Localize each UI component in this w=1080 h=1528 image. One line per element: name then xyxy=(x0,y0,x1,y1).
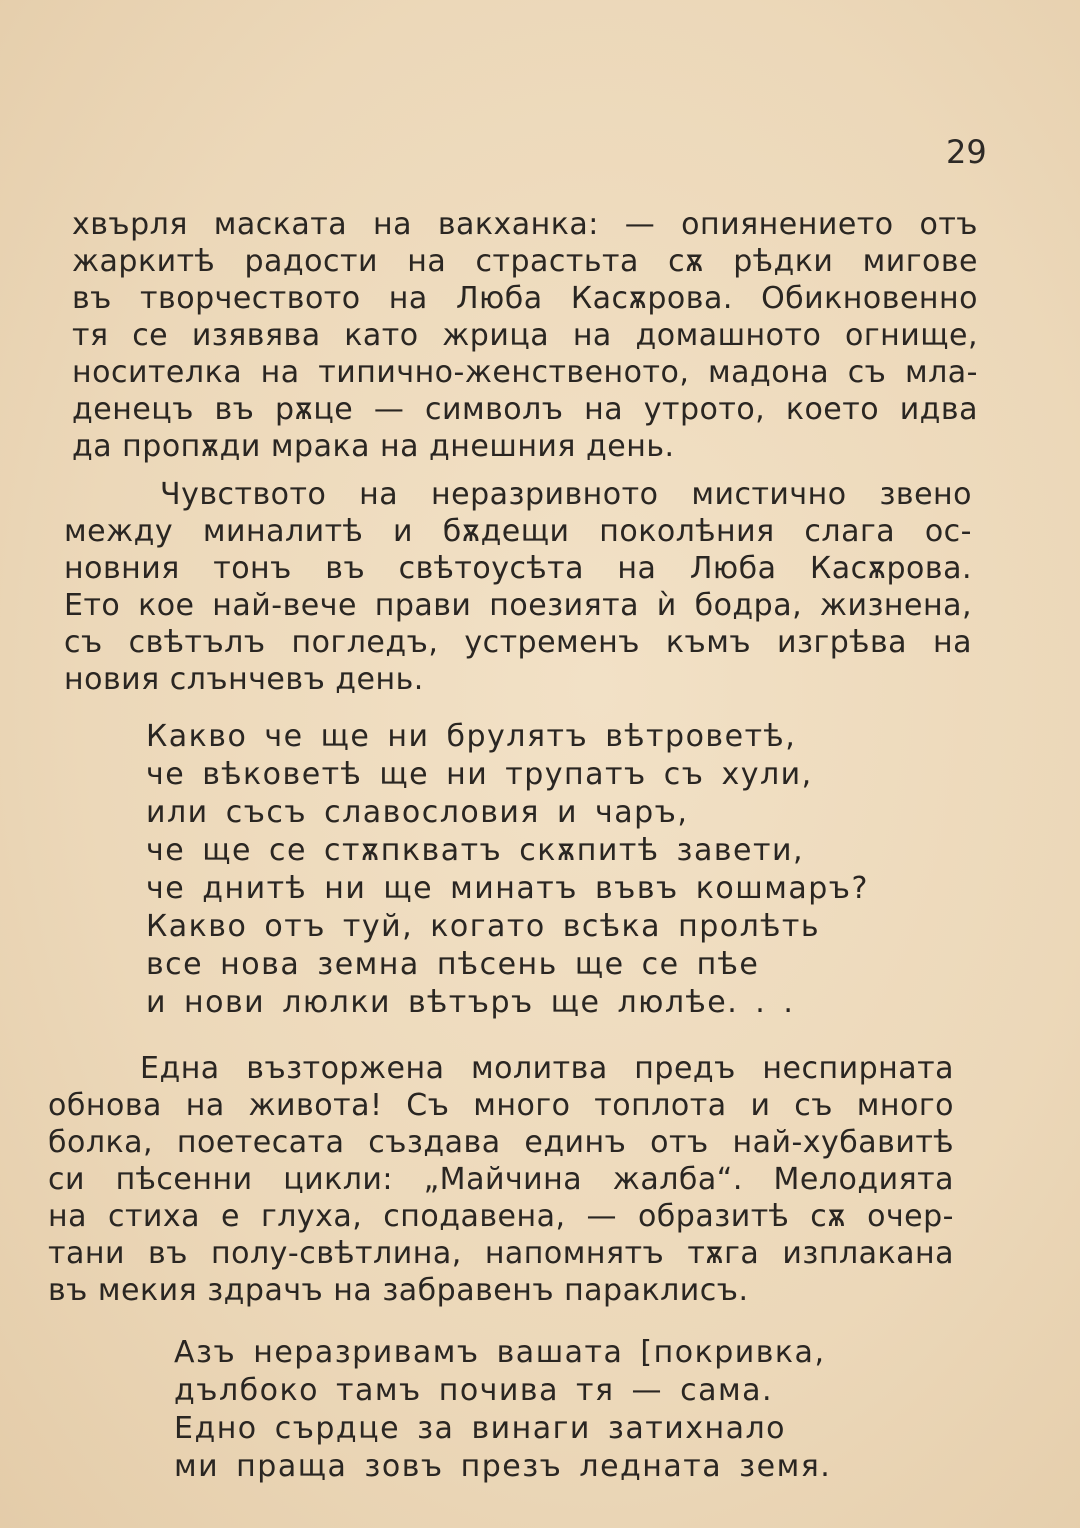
text-line: новния тонъ въ свѣтоусѣта на Люба Касѫрова. xyxy=(64,551,972,586)
text-line: тя се изявява като жрица на домашното огнище, xyxy=(72,318,978,353)
text-line: въ мекия здрачъ на забравенъ параклисъ. xyxy=(48,1273,749,1308)
text-line: съ свѣтълъ погледъ, устременъ къмъ изгрѣва на xyxy=(64,625,972,660)
paragraph-1 xyxy=(72,206,978,465)
verse-line: и нови люлки вѣтъръ ще люлѣе. . . xyxy=(146,985,795,1020)
text-line: обнова на живота! Съ много топлота и съ много xyxy=(48,1088,954,1123)
text-line: си пѣсенни цикли: „Майчина жалба“. Мелодията xyxy=(48,1162,954,1197)
verse-line: дълбоко тамъ почива тя — сама. xyxy=(174,1373,774,1408)
text-line: денецъ въ рѫце — символъ на утрото, което идва xyxy=(72,392,978,427)
page-number: 29 xyxy=(946,133,987,171)
text-line: тани въ полу-свѣтлина, напомнятъ тѫга изплакана xyxy=(48,1236,954,1271)
verse-stanza-1 xyxy=(146,718,869,1022)
verse-line: че днитѣ ни ще минатъ въвъ кошмаръ? xyxy=(146,871,869,906)
verse-line: ми праща зовъ презъ ледната земя. xyxy=(174,1449,832,1484)
text-line: новия слънчевъ день. xyxy=(64,662,424,697)
verse-line: все нова земна пѣсень ще се пѣе xyxy=(146,947,760,982)
verse-stanza-2 xyxy=(174,1334,831,1486)
text-line: Чувството на неразривното мистично звено xyxy=(160,477,972,512)
verse-line: че вѣковетѣ ще ни трупатъ съ хули, xyxy=(146,757,813,792)
text-line: болка, поетесата създава единъ отъ най-хубавитѣ xyxy=(48,1125,954,1160)
verse-line: че ще се стѫпкватъ скѫпитѣ завети, xyxy=(146,833,805,868)
text-line: Ето кое най-вече прави поезията ѝ бодра, жизнена, xyxy=(64,588,972,623)
text-line: Една възторжена молитва предъ неспирната xyxy=(140,1051,954,1086)
text-line: жаркитѣ радости на страстьта сѫ рѣдки мигове xyxy=(72,244,978,279)
text-line: хвърля маската на вакханка: — опиянението отъ xyxy=(72,207,978,242)
verse-line: Какво отъ туй, когато всѣка пролѣть xyxy=(146,909,821,944)
paragraph-2 xyxy=(64,476,972,698)
verse-line: Азъ неразривамъ вашата [покривка, xyxy=(174,1335,826,1370)
text-line: да пропѫди мрака на днешния день. xyxy=(72,429,675,464)
verse-line: Едно сърдце за винаги затихнало xyxy=(174,1411,787,1446)
text-line: въ творчеството на Люба Касѫрова. Обикновенно xyxy=(72,281,978,316)
text-line: на стиха е глуха, сподавена, — образитѣ сѫ очер- xyxy=(48,1199,954,1234)
verse-line: Какво че ще ни брулятъ вѣтроветѣ, xyxy=(146,719,797,754)
paragraph-3 xyxy=(48,1050,954,1309)
text-line: между миналитѣ и бѫдещи поколѣния слага ос- xyxy=(64,514,972,549)
verse-line: или съсъ славословия и чаръ, xyxy=(146,795,689,830)
text-line: носителка на типично-женственото, мадона съ мла- xyxy=(72,355,978,390)
